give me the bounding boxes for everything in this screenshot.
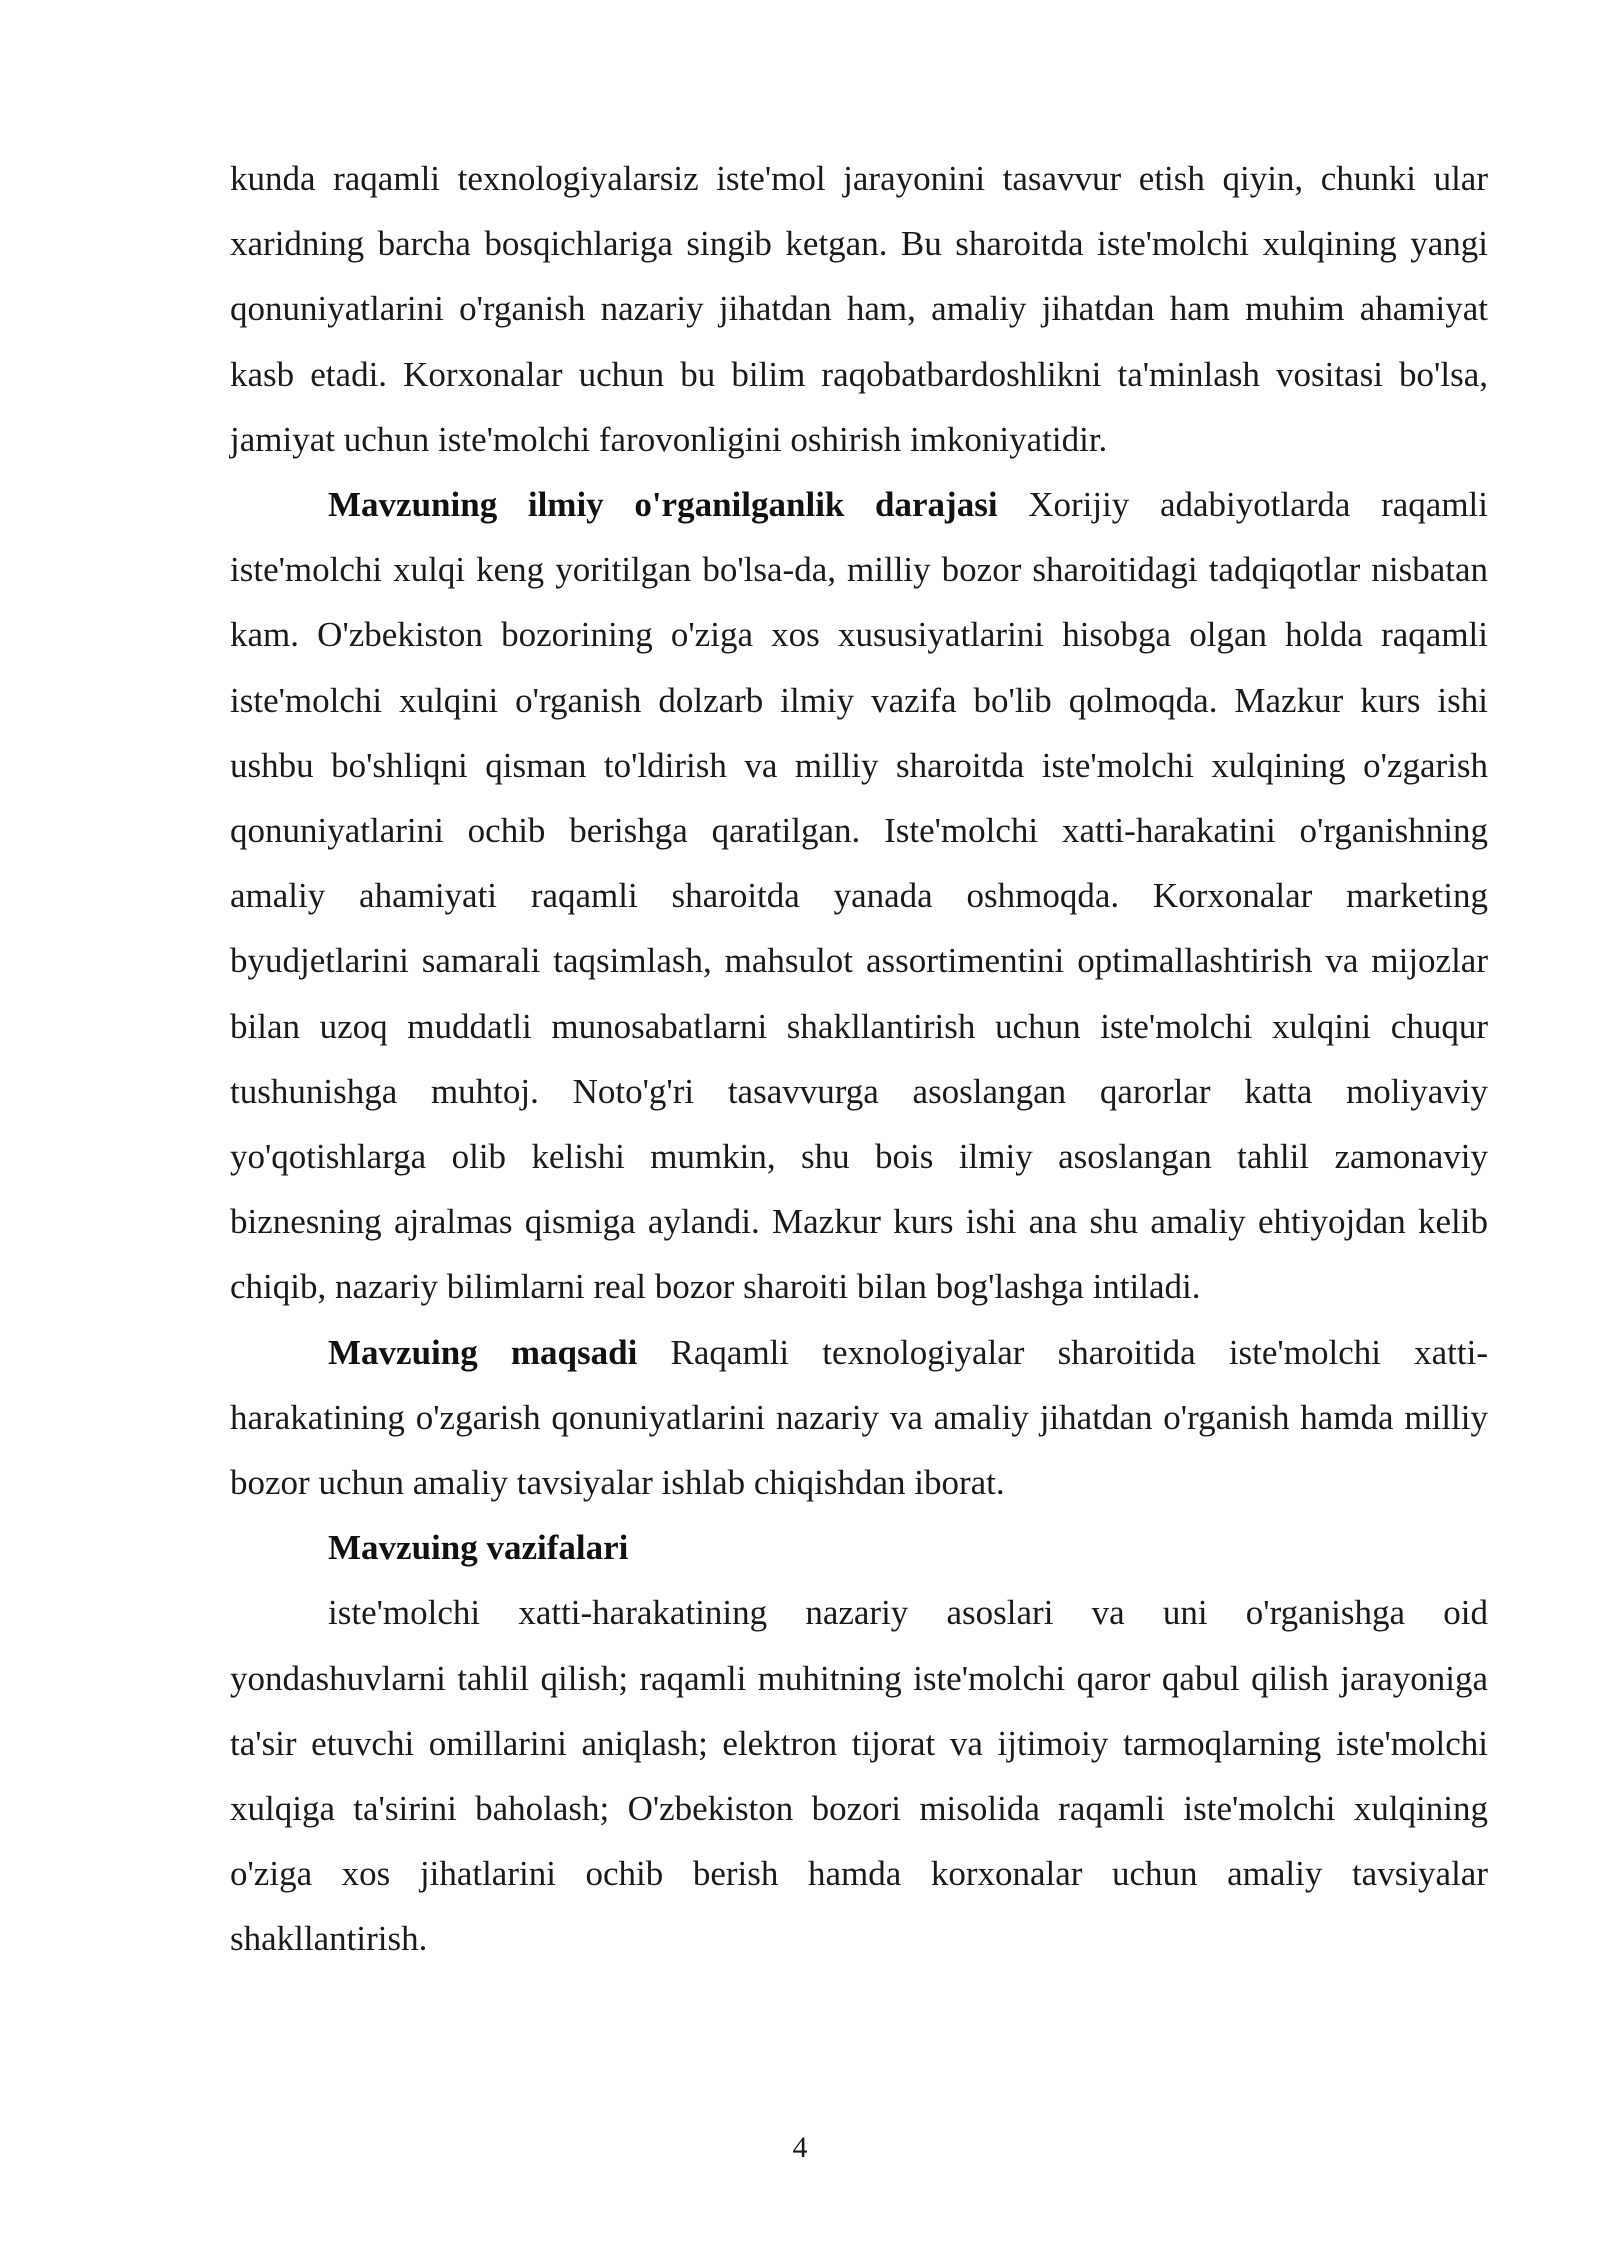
- tasks-heading-paragraph: [230, 1515, 1488, 1580]
- intro-paragraph-text: kunda raqamli texnologiyalarsiz iste'mol jarayonini tasavvur etish qiyin, chunki ular xaridning barcha bosqichlariga singib ketgan. Bu sharoitda iste'molchi xulqining yangi qonuniyatlarini o'rganish nazariy jihatdan ham, amaliy jihatdan ham muhim ahamiyat kasb etadi. Korxonalar uchun bu bilim raqobatbardoshlikni ta'minlash vositasi bo'lsa, jamiyat uchun iste'molchi farovonligini oshirish imkoniyatidir.: [230, 159, 1488, 459]
- intro-paragraph: [230, 146, 1488, 472]
- tasks-paragraph: [230, 1580, 1488, 1971]
- page-number: 4: [792, 2131, 808, 2164]
- research-level-heading: Mavzuning ilmiy o'rganilganlik darajasi: [328, 485, 998, 525]
- tasks-text: iste'molchi xatti-harakatining nazariy asoslari va uni o'rganishga oid yondashuvlarni tahlil qilish; raqamli muhitning iste'molchi qaror qabul qilish jarayoniga ta'sir etuvchi omillarini aniqlash; elektron tijorat va ijtimoiy tarmoqlarning iste'molchi xulqiga ta'sirini baholash; O'zbekiston bozori misolida raqamli iste'molchi xulqining o'ziga xos jihatlarini ochib berish hamda korxonalar uchun amaliy tavsiyalar shakllantirish.: [230, 1593, 1488, 1959]
- page-body: [230, 146, 1488, 1972]
- goal-heading: Mavzuing maqsadi: [328, 1332, 638, 1372]
- goal-text: Raqamli texnologiyalar sharoitida iste'molchi xatti-harakatining o'zgarish qonuniyatlarini nazariy va amaliy jihatdan o'rganish hamda milliy bozor uchun amaliy tavsiyalar ishlab chiqishdan iborat.: [230, 1332, 1488, 1503]
- goal-paragraph: [230, 1320, 1488, 1516]
- research-level-paragraph: [230, 472, 1488, 1320]
- research-level-text: Xorijiy adabiyotlarda raqamli iste'molchi xulqi keng yoritilgan bo'lsa-da, milliy bozor sharoitidagi tadqiqotlar nisbatan kam. O'zbekiston bozorining o'ziga xos xususiyatlarini hisobga olgan holda raqamli iste'molchi xulqini o'rganish dolzarb ilmiy vazifa bo'lib qolmoqda. Mazkur kurs ishi ushbu bo'shliqni qisman to'ldirish va milliy sharoitda iste'molchi xulqining o'zgarish qonuniyatlarini ochib berishga qaratilgan. Iste'molchi xatti-harakatini o'rganishning amaliy ahamiyati raqamli sharoitda yanada oshmoqda. Korxonalar marketing byudjetlarini samarali taqsimlash, mahsulot assortimentini optimallashtirish va mijozlar bilan uzoq muddatli munosabatlarni shakllantirish uchun iste'molchi xulqini chuqur tushunishga muhtoj. Noto'g'ri tasavvurga asoslangan qarorlar katta moliyaviy yo'qotishlarga olib kelishi mumkin, shu bois ilmiy asoslangan tahlil zamonaviy biznesning ajralmas qismiga aylandi. Mazkur kurs ishi ana shu amaliy ehtiyojdan kelib chiqib, nazariy bilimlarni real bozor sharoiti bilan bog'lashga intiladi.: [230, 485, 1488, 1307]
- tasks-heading: Mavzuing vazifalari: [328, 1528, 629, 1568]
